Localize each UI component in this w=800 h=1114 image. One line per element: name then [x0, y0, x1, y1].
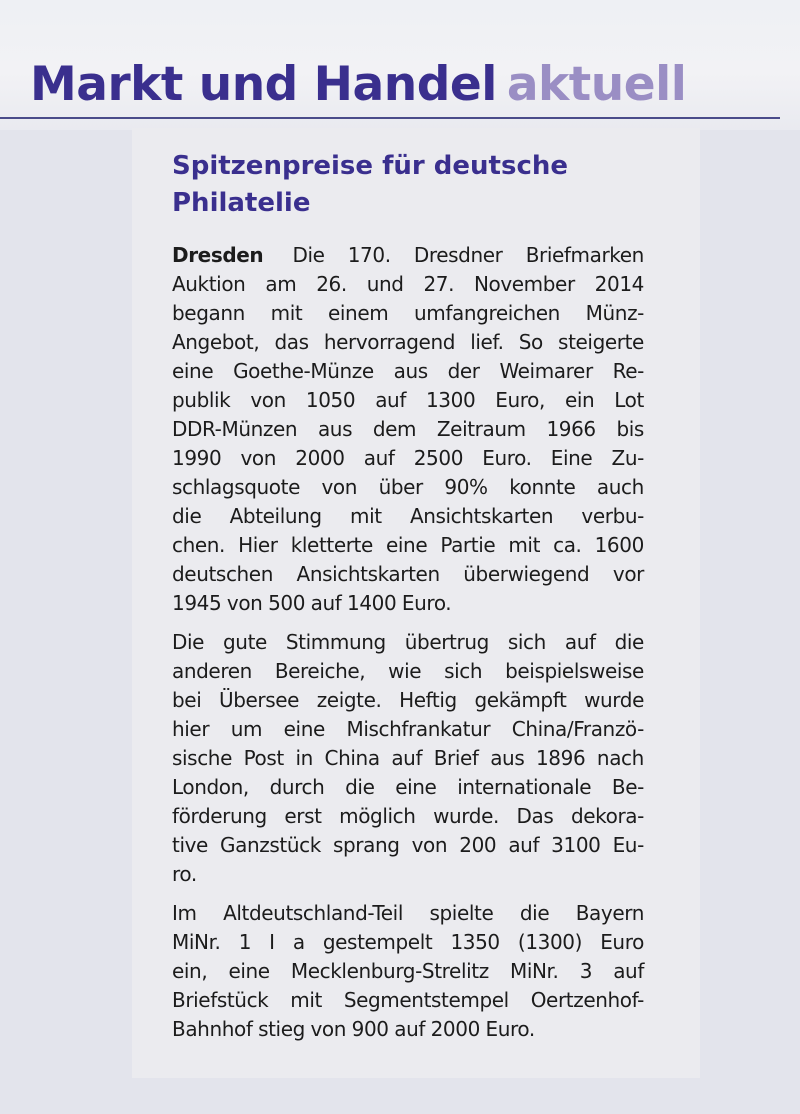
- dateline: Dresden: [172, 243, 264, 267]
- text-line: Auktion am 26. und 27. November 2014: [172, 272, 644, 296]
- article-headline: [172, 148, 644, 222]
- section-title-main: Markt und Handel: [30, 57, 497, 112]
- text-line: Angebot, das hervorragend lief. So steigerte: [172, 330, 644, 354]
- article: [172, 148, 644, 1054]
- section-title-accent: aktuell: [506, 57, 687, 112]
- header-divider: [0, 117, 780, 119]
- headline-line: Spitzenpreise für deutsche: [172, 151, 569, 181]
- headline-line: Philatelie: [172, 188, 311, 218]
- text-line: begann mit einem umfangreichen Münz-: [172, 301, 644, 325]
- text-line: DDR-Münzen aus dem Zeitraum 1966 bis: [172, 417, 644, 441]
- article-paragraph: [172, 899, 644, 1044]
- article-paragraph: [172, 241, 644, 618]
- text-line: eine Goethe-Münze aus der Weimarer Re-: [172, 359, 644, 383]
- text-line: sische Post in China auf Brief aus 1896 nach: [172, 746, 644, 770]
- text-line: hier um eine Mischfrankatur China/Franzö-: [172, 717, 644, 741]
- text-line: London, durch die eine internationale Be-: [172, 775, 644, 799]
- text-line: tive Ganzstück sprang von 200 auf 3100 Eu-: [172, 833, 644, 857]
- text-line: Briefstück mit Segmentstempel Oertzenhof-: [172, 988, 644, 1012]
- text-line: Im Altdeutschland-Teil spielte die Bayern: [172, 901, 644, 925]
- article-paragraph: [172, 628, 644, 889]
- text-line: anderen Bereiche, wie sich beispielsweise: [172, 659, 644, 683]
- text-line: Die gute Stimmung übertrug sich auf die: [172, 630, 644, 654]
- text-line: chen. Hier kletterte eine Partie mit ca. 1600: [172, 533, 644, 557]
- text-line: 1945 von 500 auf 1400 Euro.: [172, 591, 452, 615]
- text-line: Dresden Die 170. Dresdner Briefmarken: [172, 241, 644, 270]
- section-title: [30, 52, 686, 118]
- text-line: ein, eine Mecklenburg-Strelitz MiNr. 3 auf: [172, 959, 644, 983]
- text-line: schlagsquote von über 90% konnte auch: [172, 475, 644, 499]
- text-line: deutschen Ansichtskarten überwiegend vor: [172, 562, 644, 586]
- text-line: bei Übersee zeigte. Heftig gekämpft wurde: [172, 688, 644, 712]
- text-line: MiNr. 1 I a gestempelt 1350 (1300) Euro: [172, 930, 644, 954]
- text-line: 1990 von 2000 auf 2500 Euro. Eine Zu-: [172, 446, 644, 470]
- article-body: [172, 241, 644, 1044]
- text-line: Bahnhof stieg von 900 auf 2000 Euro.: [172, 1017, 535, 1041]
- text-line: publik von 1050 auf 1300 Euro, ein Lot: [172, 388, 644, 412]
- text-line: förderung erst möglich wurde. Das dekora-: [172, 804, 644, 828]
- text-line: ro.: [172, 862, 197, 886]
- text-line: die Abteilung mit Ansichtskarten verbu-: [172, 504, 644, 528]
